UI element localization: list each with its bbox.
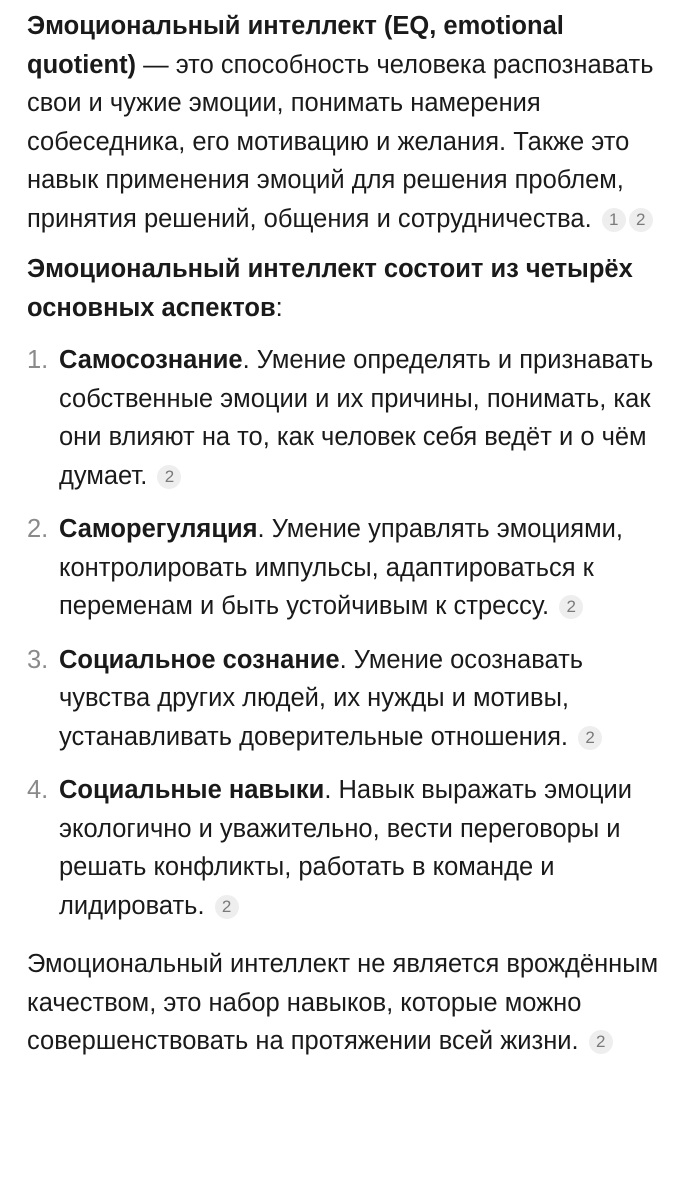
aspect-text: . Умение управлять эмоциями, контролировать импульсы, адаптироваться к переменам и быть устойчивым к стрессу. [59,515,623,620]
conclusion-text: Эмоциональный интеллект не является врождённым качеством, это набор навыков, которые можно совершенствовать на протяжении всей жизни. [27,950,659,1055]
aspect-title: Саморегуляция [59,515,258,543]
list-item [27,341,677,495]
aspect-text: . Умение определять и признавать собственные эмоции и их причины, понимать, как они влияют на то, как человек себя ведёт и о чём думает. [59,346,654,490]
list-number: 2. [27,515,49,543]
list-number: 4. [27,776,49,804]
citation-badge[interactable]: 2 [215,895,239,919]
list-number: 1. [27,346,49,374]
list-item [27,641,677,757]
aspect-title: Социальные навыки [59,776,325,804]
list-number: 3. [27,645,49,674]
citation-badge[interactable]: 2 [629,208,653,232]
aspects-heading: Эмоциональный интеллект состоит из четырёх основных аспектов: [27,255,633,322]
conclusion-paragraph [27,945,677,1061]
intro-text: — это способность человека распознавать свои и чужие эмоции, понимать намерения собеседника, его мотивацию и желания. Также это навык применения эмоций для решения проблем, принятия решений, общения и сотрудничества. [27,50,654,233]
list-item [27,510,677,626]
citation-badge[interactable]: 2 [559,595,583,619]
aspect-title: Социальное сознание [59,645,340,674]
intro-paragraph [27,7,677,238]
citation-badge[interactable]: 2 [589,1030,613,1054]
aspect-text: . Умение осознавать чувства других людей, их нужды и мотивы, устанавливать доверительные отношения. [59,645,584,751]
citation-badge[interactable]: 2 [578,726,602,750]
citation-badge[interactable]: 2 [157,465,181,489]
list-item [27,771,677,925]
aspects-list [27,341,677,925]
aspect-text: . Навык выражать эмоции экологично и уважительно, вести переговоры и решать конфликты, работать в команде и лидировать. [59,776,632,920]
answer-content [27,7,677,1061]
aspect-title: Самосознание [59,346,243,374]
intro-term: Эмоциональный интеллект (EQ, emotional quotient) [27,12,564,79]
citation-badge[interactable]: 1 [602,208,626,232]
